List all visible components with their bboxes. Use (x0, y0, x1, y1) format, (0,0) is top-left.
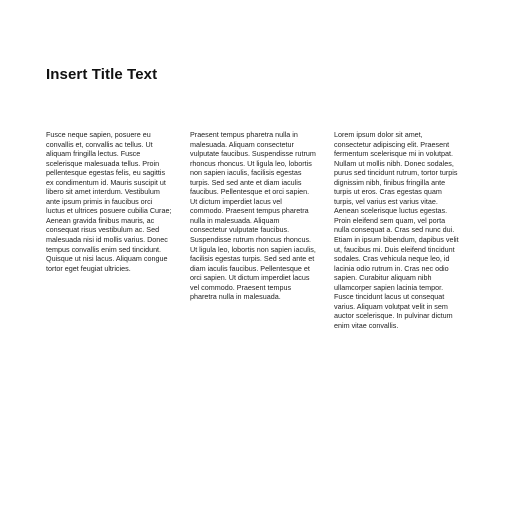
text-column-3: Lorem ipsum dolor sit amet, consectetur adipiscing elit. Praesent fermentum scelerisque mi in volutpat. Nullam ut mollis nibh. Donec sodales, purus sed tincidunt rutrum, tortor turpis dignissim nibh, finibus fringilla ante turpis ut eros. Cras egestas quam turpis, vel varius est varius vitae. Aenean scelerisque luctus egestas. Proin eleifend sem quam, vel porta nulla consequat a. Cras sed nunc dui. Etiam in ipsum bibendum, dapibus velit ut, faucibus mi. Duis eleifend tincidunt sodales. Cras vehicula neque leo, id lacinia odio rutrum in. Cras nec odio sapien. Curabitur aliquam nibh ullamcorper sapien lacinia tempor. Fusce tincidunt lacus ut consequat varius. Aliquam volutpat velit in sem auctor scelerisque. In pulvinar dictum enim vitae convallis. (334, 130, 459, 330)
text-column-1: Fusce neque sapien, posuere eu convallis et, convallis ac tellus. Ut aliquam fringilla lectus. Fusce scelerisque malesuada tellus. Proin pellentesque egestas felis, eu sagittis ex condimentum id. Mauris suscipit ut libero sit amet interdum. Vestibulum ante ipsum primis in faucibus orci luctus et ultrices posuere cubilia Curae; Aenean gravida finibus mauris, ac consequat risus vestibulum ac. Sed malesuada nisi id mollis varius. Donec tempus convallis enim sed tincidunt. Quisque ut nisi lacus. Aliquam congue tortor eget feugiat ultricies. (46, 130, 172, 273)
slide-title: Insert Title Text (46, 66, 158, 83)
text-column-2: Praesent tempus pharetra nulla in malesuada. Aliquam consectetur vulputate faucibus. Suspendisse rutrum rhoncus rhoncus. Ut ligula leo, lobortis non sapien iaculis, facilisis egestas turpis. Sed sed ante et diam iaculis faucibus. Pellentesque et orci sapien. Ut dictum imperdiet lacus vel commodo. Praesent tempus pharetra nulla in malesuada. Aliquam consectetur vulputate faucibus. Suspendisse rutrum rhoncus rhoncus. Ut ligula leo, lobortis non sapien iaculis, facilisis egestas turpis. Sed sed ante et diam iaculis faucibus. Pellentesque et orci sapien. Ut dictum imperdiet lacus vel commodo. Praesent tempus pharetra nulla in malesuada. (190, 130, 316, 302)
